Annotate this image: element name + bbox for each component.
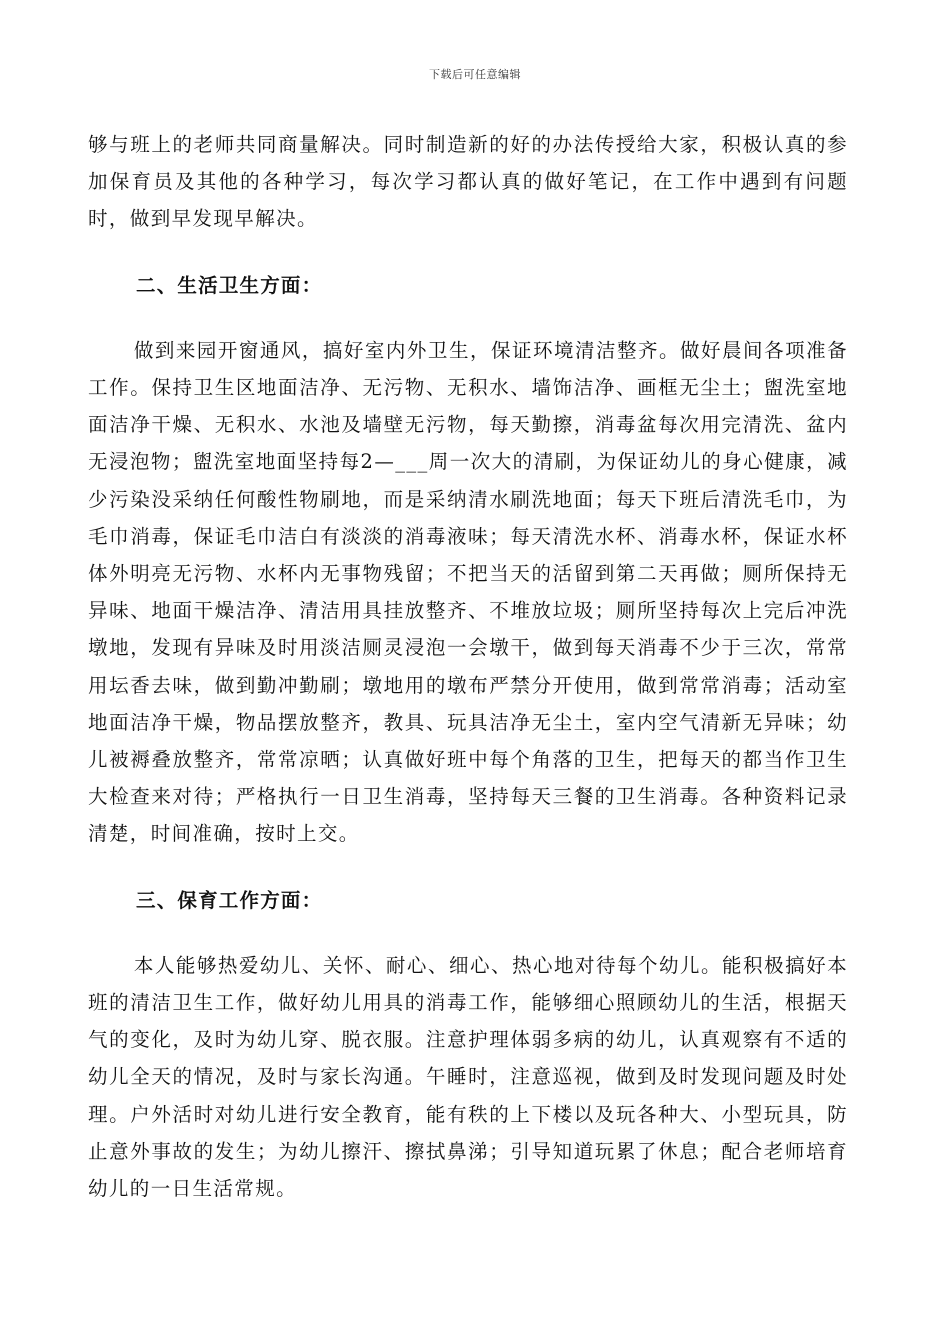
spacer [88, 304, 848, 332]
section-heading-care-work: 三、保育工作方面： [136, 888, 323, 912]
spacer [88, 853, 848, 882]
document-body [88, 126, 848, 1207]
spacer [88, 919, 848, 947]
paragraph-care-work: 本人能够热爱幼儿、关怀、耐心、细心、热心地对待每个幼儿。能积极搞好本班的清洁卫生工作，做好幼儿用具的消毒工作，能够细心照顾幼儿的生活，根据天气的变化，及时为幼儿穿、脱衣服。注意护理体弱多病的幼儿，认真观察有不适的幼儿全天的情况，及时与家长沟通。午睡时，注意巡视，做到及时发现问题及时处理。户外活时对幼儿进行安全教育，能有秩的上下楼以及玩各种大、小型玩具，防止意外事故的发生；为幼儿擦汗、擦拭鼻涕；引导知道玩累了休息；配合老师培育幼儿的一日生活常规。 [88, 953, 848, 1201]
paragraph-hygiene: 做到来园开窗通风，搞好室内外卫生，保证环境清洁整齐。做好晨间各项准备工作。保持卫生区地面洁净、无污物、无积水、墙饰洁净、画框无尘土；盥洗室地面洁净干燥、无积水、水池及墙壁无污物，每天勤擦，消毒盆每次用完清洗、盆内无浸泡物；盥洗室地面坚持每2—___周一次大的清刷，为保证幼儿的身心健康，减少污染没采纳任何酸性物刷地，而是采纳清水刷洗地面；每天下班后清洗毛巾，为毛巾消毒，保证毛巾洁白有淡淡的消毒液味；每天清洗水杯、消毒水杯，保证水杯体外明亮无污物、水杯内无事物残留；不把当天的活留到第二天再做；厕所保持无异味、地面干燥洁净、清洁用具挂放整齐、不堆放垃圾；厕所坚持每次上完后冲洗墩地，发现有异味及时用淡洁厕灵浸泡一会墩干，做到每天消毒不少于三次，常常用坛香去味，做到勤冲勤刷；墩地用的墩布严禁分开使用，做到常常消毒；活动室地面洁净干燥，物品摆放整齐，教具、玩具洁净无尘土，室内空气清新无异味；幼儿被褥叠放整齐，常常凉晒；认真做好班中每个角落的卫生，把每天的都当作卫生大检查来对待；严格执行一日卫生消毒，坚持每天三餐的卫生消毒。各种资料记录清楚，时间准确，按时上交。 [88, 338, 848, 846]
page-header-note: 下载后可任意编辑 [429, 68, 521, 81]
paragraph-continuation: 够与班上的老师共同商量解决。同时制造新的好的办法传授给大家，积极认真的参加保育员及其他的各种学习，每次学习都认真的做好笔记，在工作中遇到有问题时，做到早发现早解决。 [88, 133, 848, 231]
section-heading-hygiene: 二、生活卫生方面： [136, 273, 323, 297]
spacer [88, 238, 848, 267]
